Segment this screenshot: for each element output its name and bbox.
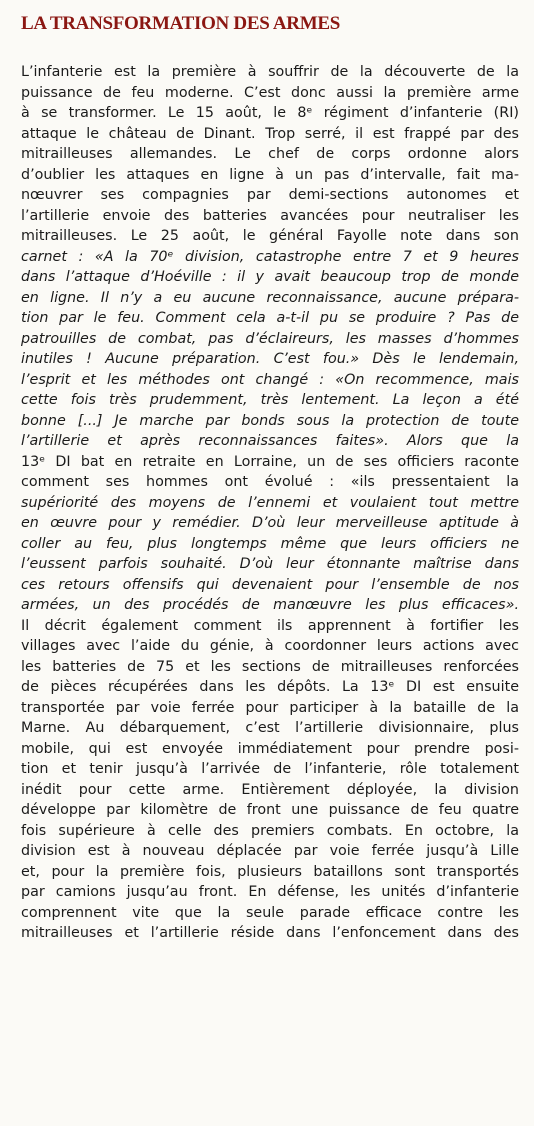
text-line: l’eussent parfois souhaité. D’où leur étonnante maîtrise dans: [21, 556, 519, 572]
text-line: tion par le feu. Comment cela a-t-il pu se produire ? Pas de: [21, 310, 519, 326]
text-line: en œuvre pour y remédier. D’où leur merveilleuse aptitude à: [21, 515, 519, 531]
text-line: par camions jusqu’au front. En défense, les unités d’infanterie: [21, 884, 519, 900]
text-line: Il décrit également comment ils apprennent à fortifier les: [21, 617, 519, 634]
text-line: division est à nouveau déplacée par voie ferrée jusqu’à Lille: [21, 843, 519, 859]
text-line: armées, un des procédés de manœuvre les plus efficaces».: [21, 597, 519, 613]
text-line: développe par kilomètre de front une puissance de feu quatre: [21, 802, 519, 818]
text-line: ces retours offensifs qui devenaient pour l’ensemble de nos: [21, 576, 519, 593]
text-line: cette fois très prudemment, très lentement. La leçon a été: [21, 392, 519, 408]
text-line: et, pour la première fois, plusieurs bataillons sont transportés: [21, 863, 519, 880]
text-line: transportée par voie ferrée pour participer à la bataille de la: [21, 699, 519, 716]
text-line: nœuvrer ses compagnies par demi-sections autonomes et: [21, 187, 519, 203]
text-line: Marne. Au débarquement, c’est l’artillerie divisionnaire, plus: [21, 720, 519, 736]
text-line: l’artillerie et après reconnaissances faites». Alors que la: [21, 433, 519, 449]
text-line: les batteries de 75 et les sections de mitrailleuses renforcées: [21, 658, 519, 675]
article-title: LA TRANSFORMATION DES ARMES: [21, 13, 341, 34]
text-line: mitrailleuses allemandes. Le chef de corps ordonne alors: [21, 146, 519, 162]
text-line: dans l’attaque d’Hoéville : il y avait beaucoup trop de monde: [21, 269, 519, 285]
text-line: comment ses hommes ont évolué : «ils pressentaient la: [21, 474, 519, 490]
text-line: mobile, qui est envoyée immédiatement pour prendre posi-: [21, 740, 519, 757]
text-line: L’infanterie est la première à souffrir de la découverte de la: [21, 64, 519, 80]
text-line: attaque le château de Dinant. Trop serré, il est frappé par des: [21, 125, 519, 142]
article-body: [21, 62, 519, 944]
text-line: l’artillerie envoie des batteries avancées pour neutraliser les: [21, 207, 519, 224]
text-line: l’esprit et les méthodes ont changé : «On recommence, mais: [21, 371, 519, 388]
text-line: de pièces récupérées dans les dépôts. La 13ᵉ DI est ensuite: [21, 679, 519, 695]
text-line: mitrailleuses. Le 25 août, le général Fayolle note dans son: [21, 228, 519, 244]
text-line: patrouilles de combat, pas d’éclaireurs, les masses d’hommes: [21, 330, 519, 347]
text-line: 13ᵉ DI bat en retraite en Lorraine, un de ses officiers raconte: [21, 453, 519, 470]
text-line: puissance de feu moderne. C’est donc aussi la première arme: [21, 84, 519, 101]
text-line: d’oublier les attaques en ligne à un pas d’intervalle, fait ma-: [21, 166, 519, 183]
text-line: à se transformer. Le 15 août, le 8ᵉ régiment d’infanterie (RI): [21, 105, 519, 121]
text-line: supériorité des moyens de l’ennemi et voulaient tout mettre: [21, 494, 519, 511]
text-line: inutiles ! Aucune préparation. C’est fou.» Dès le lendemain,: [21, 351, 519, 367]
text-line: comprennent vite que la seule parade efficace contre les: [21, 904, 519, 921]
text-line: tion et tenir jusqu’à l’arrivée de l’infanterie, rôle totalement: [21, 761, 519, 777]
text-line: fois supérieure à celle des premiers combats. En octobre, la: [21, 822, 519, 839]
text-line: inédit pour cette arme. Entièrement déployée, la division: [21, 781, 519, 798]
text-line: en ligne. Il n’y a eu aucune reconnaissance, aucune prépara-: [21, 289, 519, 306]
text-line: villages avec l’aide du génie, à coordonner leurs actions avec: [21, 638, 519, 654]
text-line: coller au feu, plus longtemps même que leurs officiers ne: [21, 535, 519, 552]
text-line: mitrailleuses et l’artillerie réside dans l’enfoncement dans des: [21, 925, 519, 941]
text-line: bonne [...] Je marche par bonds sous la protection de toute: [21, 412, 519, 429]
text-line: carnet : «A la 70ᵉ division, catastrophe entre 7 et 9 heures: [21, 248, 519, 265]
